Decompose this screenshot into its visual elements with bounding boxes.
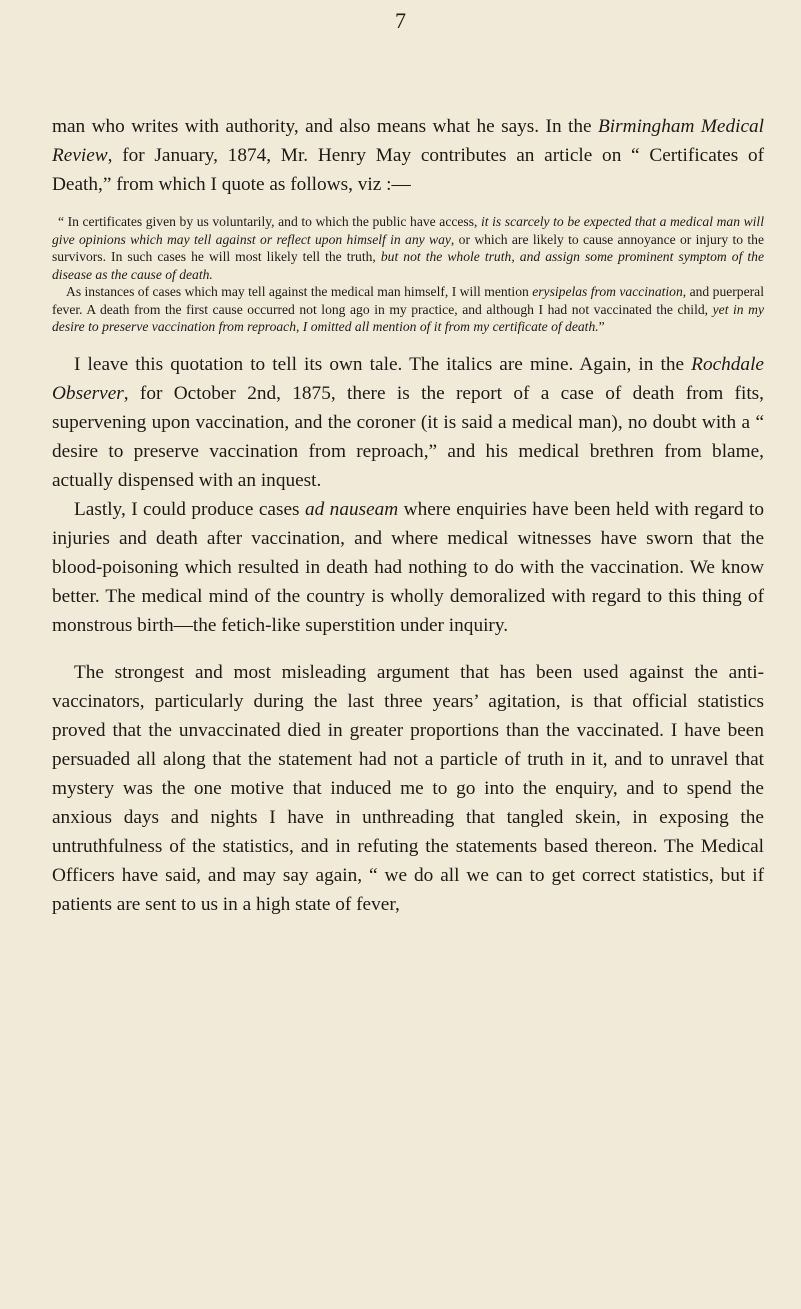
body-text: where enquiries have been held with regard to injuries and death after vaccination, and where medical witnesses have sworn that the blood-poisoning which resulted in death had nothing to do with the vaccination. We know better. The medical mind of the country is wholly demoralized with regard to this thing of monstrous birth—the fetich-like superstition under inquiry.	[52, 498, 764, 636]
page-number: 7	[395, 8, 406, 33]
body-text: Lastly, I could produce cases	[74, 498, 305, 520]
quote-text: As instances of cases which may tell against the medical man himself, I will mention	[66, 284, 533, 299]
quote-text: “ In certificates given by us voluntarily, and to which the public have access,	[58, 214, 481, 229]
quote-italic-text: and assign some prominent symptom of the disease as the cause of death.	[52, 249, 765, 282]
quote-text: ,	[511, 249, 520, 264]
intro-journal-title: Birmingham Medical Review	[52, 116, 765, 166]
spacer	[52, 640, 764, 658]
spacer	[52, 199, 764, 213]
intro-text: man who writes with authority, and also means what he says. In the	[52, 116, 598, 137]
intro-paragraph	[52, 112, 764, 199]
body-text: I leave this quotation to tell its own tale. The italics are mine. Again, in the	[74, 353, 692, 375]
quote-italic-text: erysipelas from vaccination	[532, 284, 683, 299]
quote-text: ”	[598, 319, 605, 334]
quote-italic-text: yet in my desire to preserve vaccination from reproach, I omitted all mention of it from my certificate of death.	[52, 301, 764, 334]
quote-italic-text: but not the whole truth	[380, 249, 512, 264]
quote-paragraph	[52, 283, 764, 336]
body-paragraph	[52, 658, 764, 919]
body-paragraph	[52, 350, 764, 495]
newspaper-title: Rochdale Observer	[52, 353, 764, 404]
text-block	[52, 112, 764, 919]
quote-italic-text: it is scarcely to be expected that a medical man will give opinions which may tell against or reflect upon himself in any way	[52, 214, 764, 247]
quote-paragraph	[52, 213, 764, 283]
body-text: , for October 2nd, 1875, there is the report of a case of death from fits, supervening upon vaccination, and the coroner (it is said a medical man), no doubt with a “ desire to preserve vaccination from reproach,” and his medical brethren from blame, actually dispensed with an inquest.	[52, 382, 764, 491]
quote-text: , and puerperal fever. A death from the first cause occurred not long ago in my practice, and although I had not vaccinated the child,	[52, 284, 764, 317]
intro-text: , for January, 1874, Mr. Henry May contributes an article on “ Certificates of Death,” from which I quote as follows, viz :—	[52, 145, 764, 195]
spacer	[52, 336, 764, 350]
body-paragraph	[52, 495, 764, 640]
latin-phrase: ad nauseam	[304, 498, 399, 520]
body-text: The strongest and most misleading argument that has been used against the anti-vaccinators, particularly during the last three years’ agitation, is that official statistics proved that the unvaccinated died in greater proportions than the vaccinated. I have been persuaded all along that the statement had not a particle of truth in it, and to unravel that mystery was the one motive that induced me to go into the enquiry, and to spend the anxious days and nights I have in unthreading that tangled skein, in exposing the untruthfulness of the statistics, and in refuting the statements based thereon. The Medical Officers have said, and may say again, “ we do all we can to get correct statistics, but if patients are sent to us in a high state of fever,	[52, 661, 764, 915]
quote-text: , or which are likely to cause annoyance or injury to the survivors. In such cases he will most likely tell the truth,	[52, 231, 765, 264]
